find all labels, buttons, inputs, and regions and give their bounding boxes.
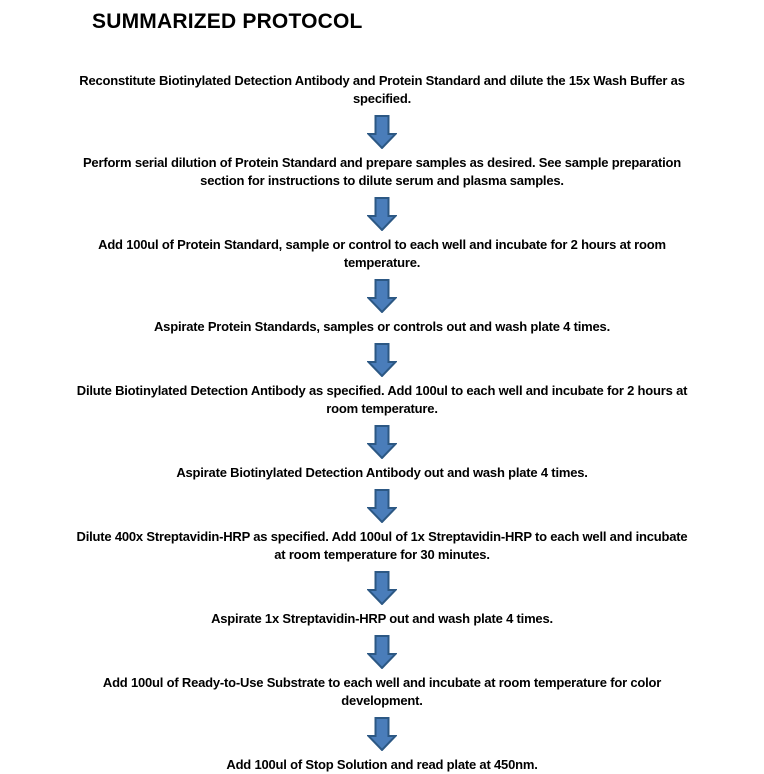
protocol-step-2: Perform serial dilution of Protein Standard and prepare samples as desired. See sample preparation section for instructions to dilute serum and plasma samples.	[82, 155, 682, 188]
down-arrow-icon	[367, 343, 397, 377]
protocol-step-10: Add 100ul of Stop Solution and read plate at 450nm.	[226, 757, 538, 772]
down-arrow-icon	[367, 717, 397, 751]
down-arrow-shape	[369, 198, 396, 230]
protocol-step-6: Aspirate Biotinylated Detection Antibody out and wash plate 4 times.	[176, 465, 588, 480]
down-arrow-shape	[369, 344, 396, 376]
down-arrow-shape	[369, 116, 396, 148]
protocol-step-1: Reconstitute Biotinylated Detection Antibody and Protein Standard and dilute the 15x Wash Buffer as specified.	[79, 73, 685, 106]
down-arrow-icon	[367, 571, 397, 605]
protocol-step-7: Dilute 400x Streptavidin-HRP as specified. Add 100ul of 1x Streptavidin-HRP to each well and incubate at room temperature for 30 minutes.	[76, 529, 688, 562]
down-arrow-icon	[367, 425, 397, 459]
down-arrow-shape	[369, 572, 396, 604]
protocol-step-3: Add 100ul of Protein Standard, sample or control to each well and incubate for 2 hours at room temperature.	[98, 237, 666, 270]
down-arrow-shape	[369, 490, 396, 522]
down-arrow-shape	[369, 636, 396, 668]
down-arrow-shape	[369, 280, 396, 312]
protocol-flowchart	[0, 72, 764, 774]
down-arrow-icon	[367, 115, 397, 149]
protocol-step-5: Dilute Biotinylated Detection Antibody as specified. Add 100ul to each well and incubate for 2 hours at room temperature.	[76, 383, 688, 416]
down-arrow-icon	[367, 635, 397, 669]
down-arrow-icon	[367, 279, 397, 313]
protocol-step-8: Aspirate 1x Streptavidin-HRP out and wash plate 4 times.	[211, 611, 553, 626]
down-arrow-shape	[369, 718, 396, 750]
protocol-step-9: Add 100ul of Ready-to-Use Substrate to each well and incubate at room temperature for color development.	[102, 675, 662, 708]
page-title: SUMMARIZED PROTOCOL	[92, 10, 363, 33]
down-arrow-icon	[367, 197, 397, 231]
protocol-step-4: Aspirate Protein Standards, samples or controls out and wash plate 4 times.	[153, 319, 610, 334]
down-arrow-shape	[369, 426, 396, 458]
down-arrow-icon	[367, 489, 397, 523]
